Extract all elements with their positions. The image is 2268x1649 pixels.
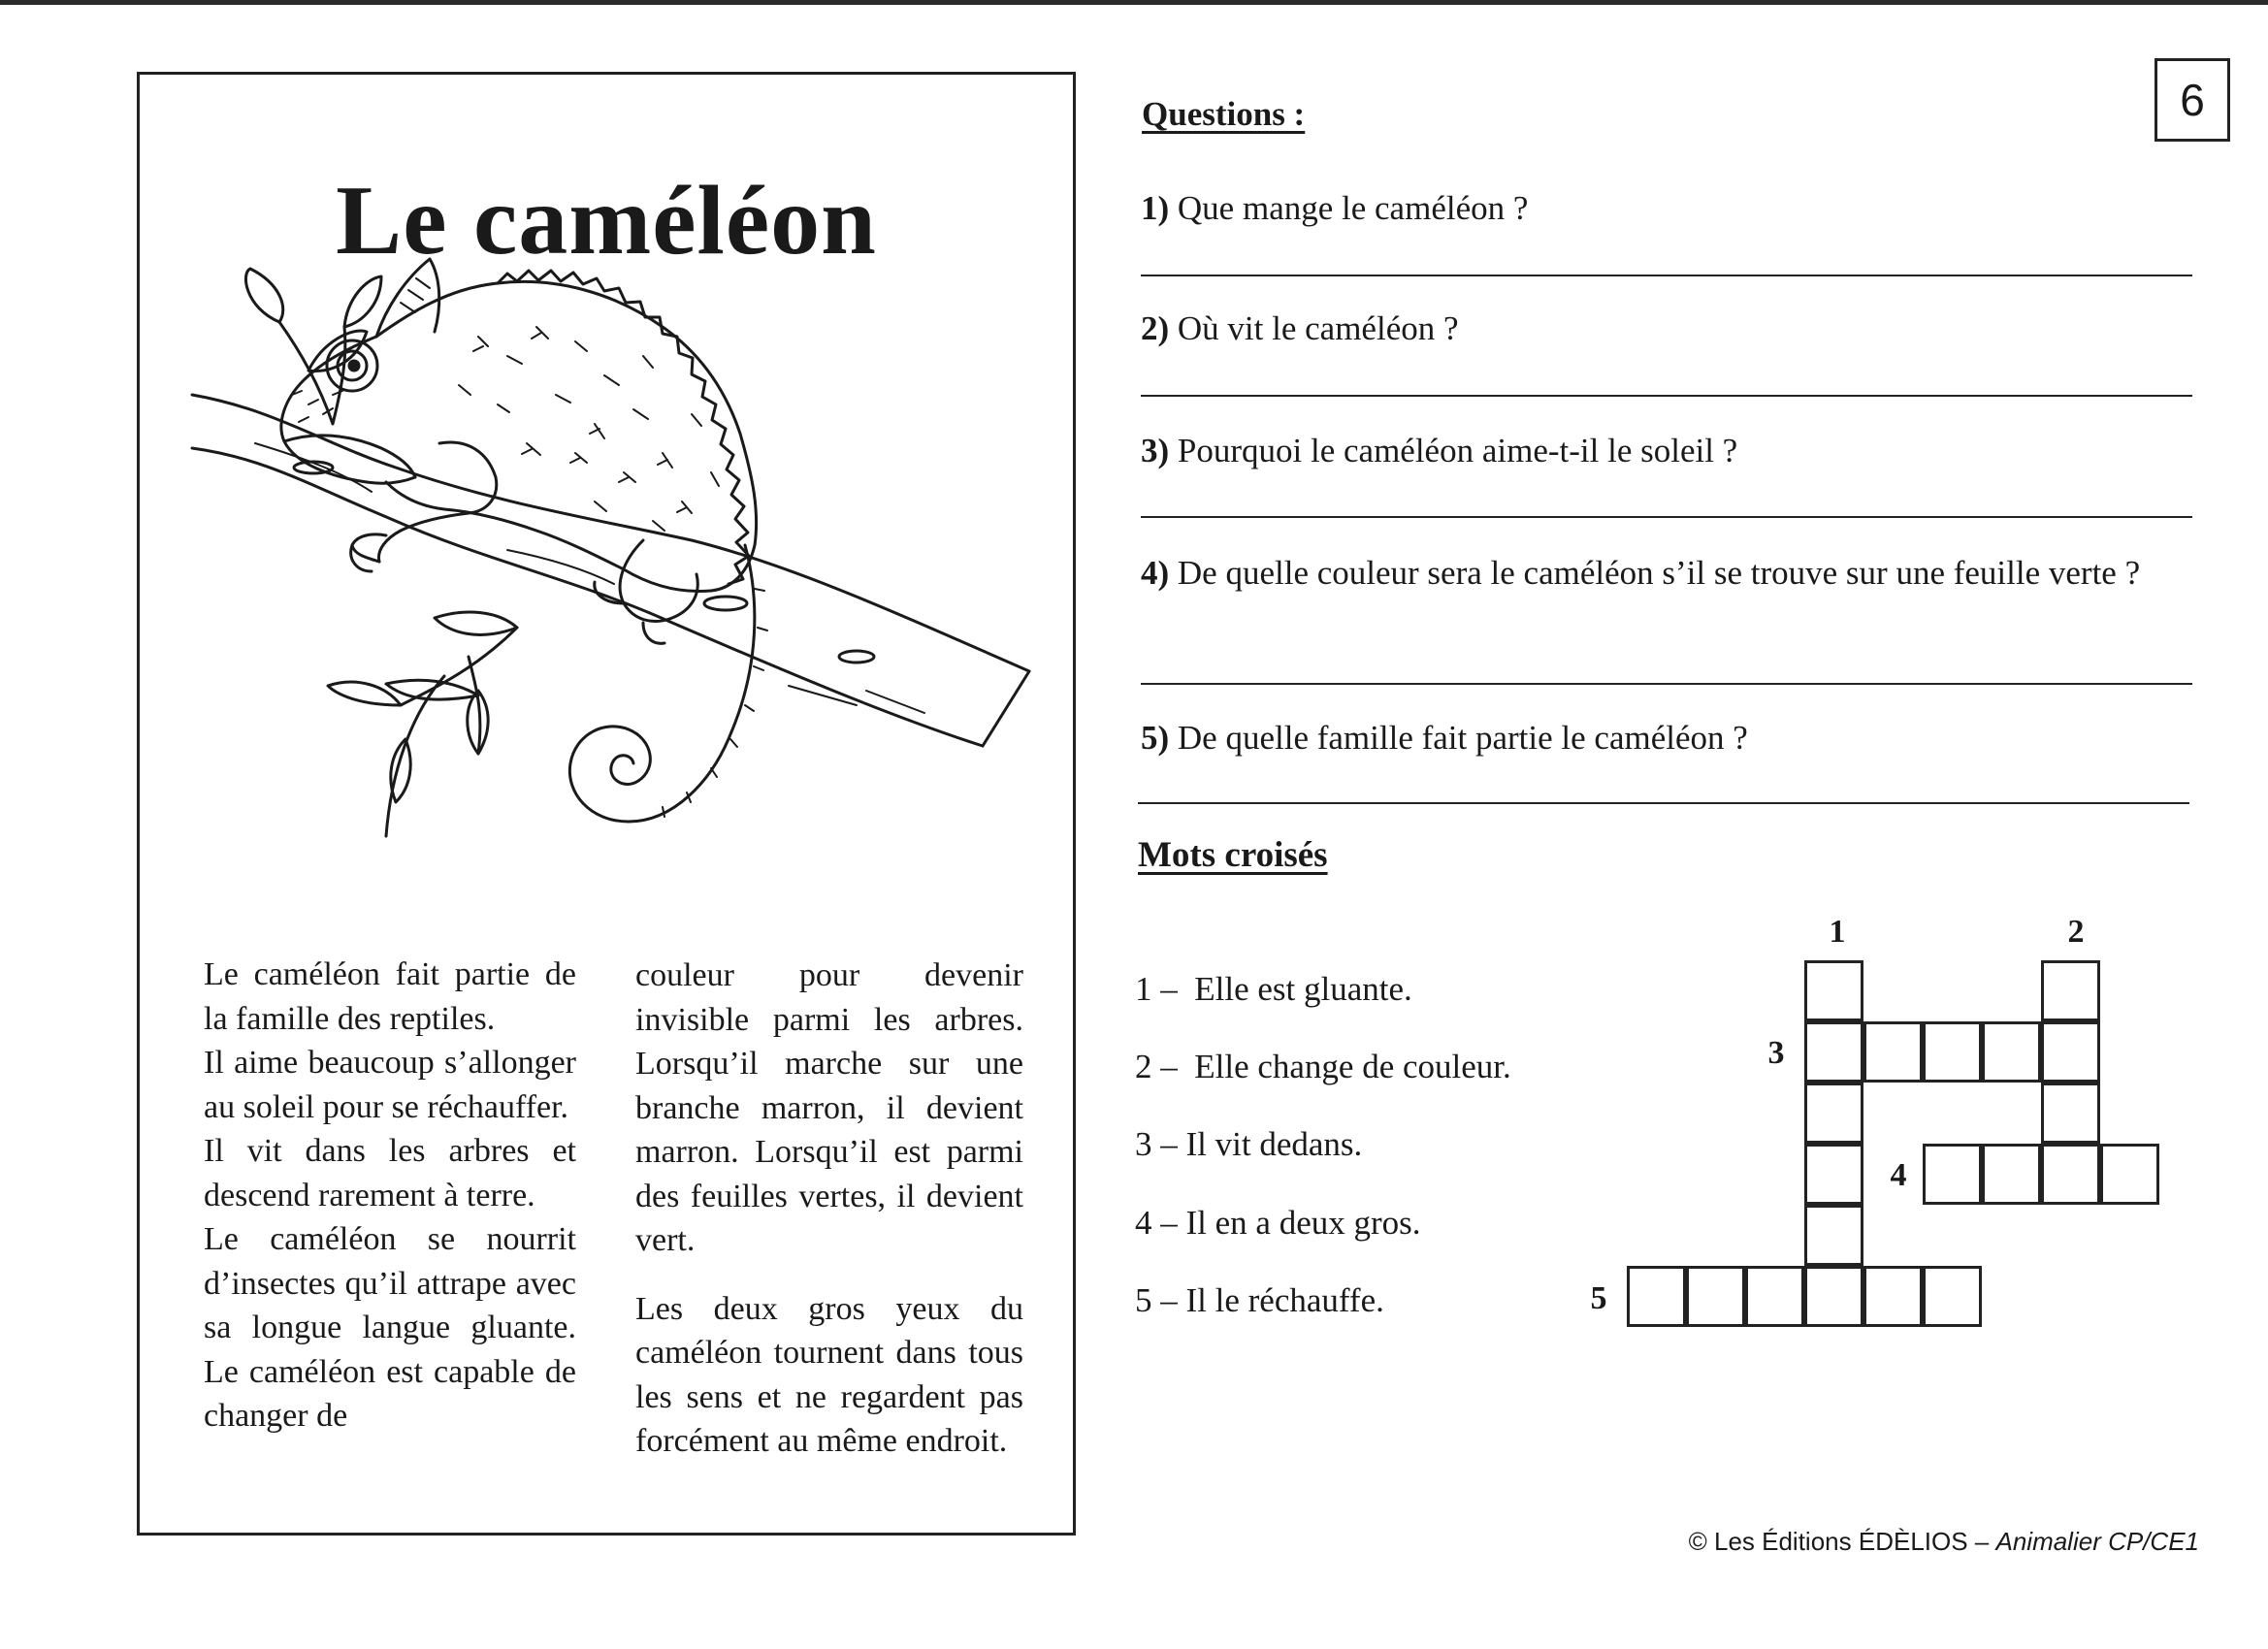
chameleon-body	[376, 281, 757, 591]
clue-2: 2 – Elle change de couleur.	[1135, 1048, 1511, 1085]
question-number: 5)	[1141, 719, 1170, 757]
grid-number-1: 1	[1829, 914, 1846, 950]
crossword-cell[interactable]	[2041, 1083, 2100, 1144]
crossword-cell[interactable]	[2041, 1144, 2100, 1205]
lower-twig	[386, 628, 517, 836]
question-number: 2)	[1141, 309, 1170, 347]
crossword-cell[interactable]	[1686, 1266, 1745, 1327]
text-column-left	[204, 953, 576, 1439]
question-text: De quelle couleur sera le caméléon s’il se trouve sur une feuille verte ?	[1177, 554, 2141, 592]
question-2	[1141, 307, 2198, 350]
question-text: Que mange le caméléon ?	[1177, 189, 1529, 227]
crossword-cell[interactable]	[1982, 1144, 2041, 1205]
text-column-right	[635, 954, 1023, 1464]
question-number: 3)	[1141, 432, 1170, 469]
paragraph: couleur pour devenir invisible parmi les arbres. Lorsqu’il marche sur une branche marron, il devient marron. Lorsqu’il est parmi des feuilles vertes, il devient vert.	[635, 957, 1023, 1258]
paragraph: Il aime beaucoup s’allonger au soleil pour se réchauffer.	[204, 1045, 576, 1125]
answer-line-4[interactable]	[1141, 683, 2192, 685]
answer-line-5[interactable]	[1138, 802, 2189, 804]
leaf-icon	[344, 276, 381, 327]
crossword-cell[interactable]	[1804, 1021, 1863, 1083]
question-text: De quelle famille fait partie le caméléon ?	[1177, 719, 1748, 757]
crossword-cell[interactable]	[1863, 1266, 1923, 1327]
crossword-cell[interactable]	[1804, 1144, 1863, 1205]
crossword-cell[interactable]	[1745, 1266, 1804, 1327]
crossword-cell[interactable]	[1982, 1021, 2041, 1083]
crossword-cell[interactable]	[1923, 1266, 1982, 1327]
crossword-cell[interactable]	[1804, 1266, 1863, 1327]
crossword-cell[interactable]	[2041, 960, 2100, 1021]
question-1	[1141, 186, 2198, 230]
crossword-cell[interactable]	[2100, 1144, 2159, 1205]
question-text: Où vit le caméléon ?	[1177, 309, 1459, 347]
crossword-cell[interactable]	[1804, 1205, 1863, 1266]
answer-line-2[interactable]	[1141, 395, 2192, 397]
top-border-line	[0, 0, 2268, 5]
clue-5: 5 – Il le réchauffe.	[1135, 1281, 1384, 1319]
clue-3: 3 – Il vit dedans.	[1135, 1125, 1363, 1163]
publisher-text: © Les Éditions ÉDÈLIOS –	[1688, 1527, 1990, 1556]
chameleon-crest	[498, 271, 749, 584]
question-3	[1141, 429, 2198, 472]
grid-number-2: 2	[2067, 914, 2085, 950]
clue-4: 4 – Il en a deux gros.	[1135, 1204, 1421, 1242]
answer-line-3[interactable]	[1141, 516, 2192, 518]
crossword-cell[interactable]	[1627, 1266, 1686, 1327]
answer-line-1[interactable]	[1141, 275, 2192, 276]
crossword-heading: Mots croisés	[1138, 835, 1328, 875]
page-title: Le caméléon	[336, 166, 877, 275]
crossword-cell[interactable]	[2041, 1021, 2100, 1083]
leaf-icon	[435, 612, 517, 634]
crossword-cell[interactable]	[1863, 1021, 1923, 1083]
leaf-icon	[245, 269, 282, 322]
paragraph: Le caméléon fait partie de la famille des reptiles.	[204, 956, 576, 1037]
chameleon-illustration	[187, 249, 1041, 889]
chameleon-front-leg	[378, 442, 496, 562]
page-number-box: 6	[2155, 58, 2230, 142]
question-4	[1141, 551, 2235, 595]
crossword-cell[interactable]	[1923, 1144, 1982, 1205]
grid-number-4: 4	[1890, 1157, 1907, 1193]
question-number: 4)	[1141, 554, 1170, 592]
question-number: 1)	[1141, 189, 1170, 227]
clue-1: 1 – Elle est gluante.	[1135, 970, 1412, 1008]
footer-credit	[1689, 1527, 2199, 1557]
leaf-icon	[391, 739, 410, 802]
chameleon-back-leg	[620, 540, 697, 622]
branch-lower-edge	[192, 448, 983, 746]
crossword-cell[interactable]	[1804, 960, 1863, 1021]
question-5	[1141, 716, 2198, 760]
crossword-cell[interactable]	[1923, 1021, 1982, 1083]
collection-text: Animalier CP/CE1	[1995, 1527, 2199, 1556]
crossword-cell[interactable]	[1804, 1083, 1863, 1144]
branch-end	[983, 671, 1029, 746]
paragraph: Les deux gros yeux du caméléon tournent dans tous les sens et ne regardent pas forcément au même endroit.	[635, 1290, 1023, 1459]
grid-number-3: 3	[1767, 1035, 1785, 1071]
questions-heading: Questions :	[1142, 95, 1306, 133]
reading-box	[137, 72, 1076, 1536]
chameleon-casque	[376, 259, 439, 337]
question-text: Pourquoi le caméléon aime-t-il le soleil ?	[1177, 432, 1738, 469]
grid-number-5: 5	[1590, 1280, 1607, 1316]
paragraph: Il vit dans les arbres et descend rarement à terre.	[204, 1133, 576, 1213]
paragraph: Le caméléon se nourrit d’insectes qu’il attrape avec sa longue langue gluante. Le caméléon est capable de changer de	[204, 1221, 576, 1434]
chameleon-mouth	[284, 436, 415, 477]
